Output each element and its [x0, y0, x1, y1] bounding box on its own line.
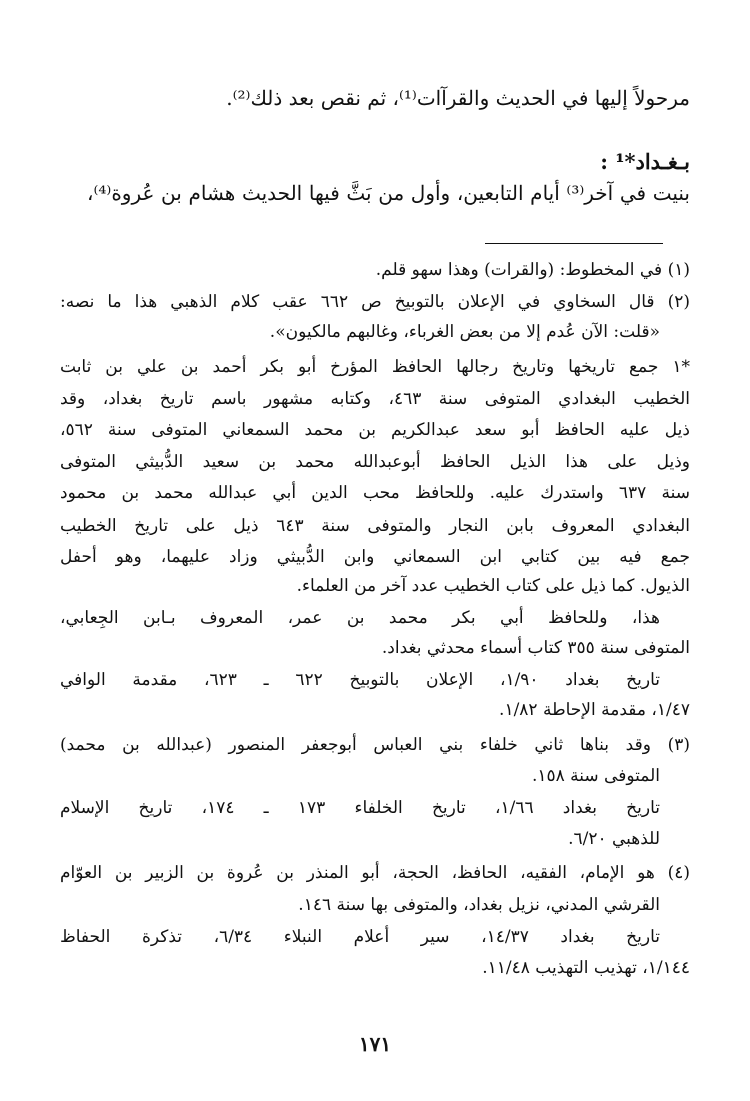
page-number: ١٧١: [358, 1032, 392, 1056]
body-line: مرحولاً إليها في الحديث والقرآات⁽¹⁾، ثم نقص بعد ذلك⁽²⁾.: [226, 86, 690, 110]
footnote-star-line: وذيل على هذا الذيل الحافظ أبوعبدالله محمد بن سعيد الدُّبيثي المتوفى: [60, 452, 690, 472]
footnote-star-source: ١/٤٧، مقدمة الإحاطة ١/٨٢.: [499, 700, 690, 720]
footnote-3-line: المتوفى سنة ١٥٨.: [531, 766, 660, 786]
section-heading: بـغـداد*¹ :: [600, 149, 690, 174]
footnote-star-line: ذيل عليه الحافظ أبو سعد عبدالكريم بن محمد السمعاني المتوفى سنة ٥٦٢،: [60, 420, 690, 440]
footnote-star-line: البغدادي المعروف بابن النجار والمتوفى سنة ٦٤٣ ذيل على تاريخ الخطيب: [60, 516, 690, 536]
footnote-star-line: *١ جمع تاريخها وتاريخ رجالها الحافظ المؤرخ أبو بكر أحمد بن علي بن ثابت: [60, 357, 690, 377]
footnote-star-line: المتوفى سنة ٣٥٥ كتاب أسماء محدثي بغداد.: [381, 638, 690, 658]
footnote-star-line: هذا، وللحافظ أبي بكر محمد بن عمر، المعروف بـابن الجِعابي،: [60, 608, 660, 628]
footnote-4-line: القرشي المدني، نزيل بغداد، والمتوفى بها سنة ١٤٦.: [298, 895, 660, 915]
footnote-4-source: ١/١٤٤، تهذيب التهذيب ١١/٤٨.: [482, 958, 690, 978]
footnote-star-line: جمع فيه بين كتابي ابن السمعاني وابن الدُّبيثي وزاد عليهما، وهو أحفل: [60, 547, 690, 567]
footnote-2-line: «قلت: الآن عُدم إلا من بعض الغرباء، وغالبهم مالكيون».: [269, 322, 660, 342]
footnote-3-source: للذهبي ٦/٢٠.: [568, 829, 660, 849]
footnote-2-line: (٢) قال السخاوي في الإعلان بالتوبيخ ص ٦٦٢ عقب كلام الذهبي هذا ما نصه:: [60, 292, 690, 312]
footnote-star-source: تاريخ بغداد ١/٩٠، الإعلان بالتوبيخ ٦٢٢ ـ ٦٢٣، مقدمة الوافي: [60, 670, 660, 690]
footnote-star-line: سنة ٦٣٧ واستدرك عليه. وللحافظ محب الدين أبي عبدالله محمد بن محمود: [60, 483, 690, 503]
footnote-4-source: تاريخ بغداد ١٤/٣٧، سير أعلام النبلاء ٦/٣٤، تذكرة الحفاظ: [60, 927, 660, 947]
footnote-star-line: الذيول. كما ذيل على كتاب الخطيب عدد آخر من العلماء.: [296, 576, 690, 596]
body-line: بنيت في آخر⁽³⁾ أيام التابعين، وأول من بَثَّ فيها الحديث هشام بن عُروة⁽⁴⁾،: [87, 181, 690, 205]
footnote-3-source: تاريخ بغداد ١/٦٦، تاريخ الخلفاء ١٧٣ ـ ١٧٤، تاريخ الإسلام: [60, 798, 660, 818]
footnote-star-line: الخطيب البغدادي المتوفى سنة ٤٦٣، وكتابه مشهور باسم تاريخ بغداد، وقد: [60, 389, 690, 409]
footnote-4-line: (٤) هو الإمام، الفقيه، الحافظ، الحجة، أبو المنذر بن عُروة بن الزبير بن العوّام: [60, 863, 690, 883]
footnote-3-line: (٣) وقد بناها ثاني خلفاء بني العباس أبوجعفر المنصور (عبدالله بن محمد): [60, 735, 690, 755]
footnote-1: (١) في المخطوط: (والقرات) وهذا سهو قلم.: [375, 260, 690, 280]
footnote-separator: [485, 243, 663, 244]
